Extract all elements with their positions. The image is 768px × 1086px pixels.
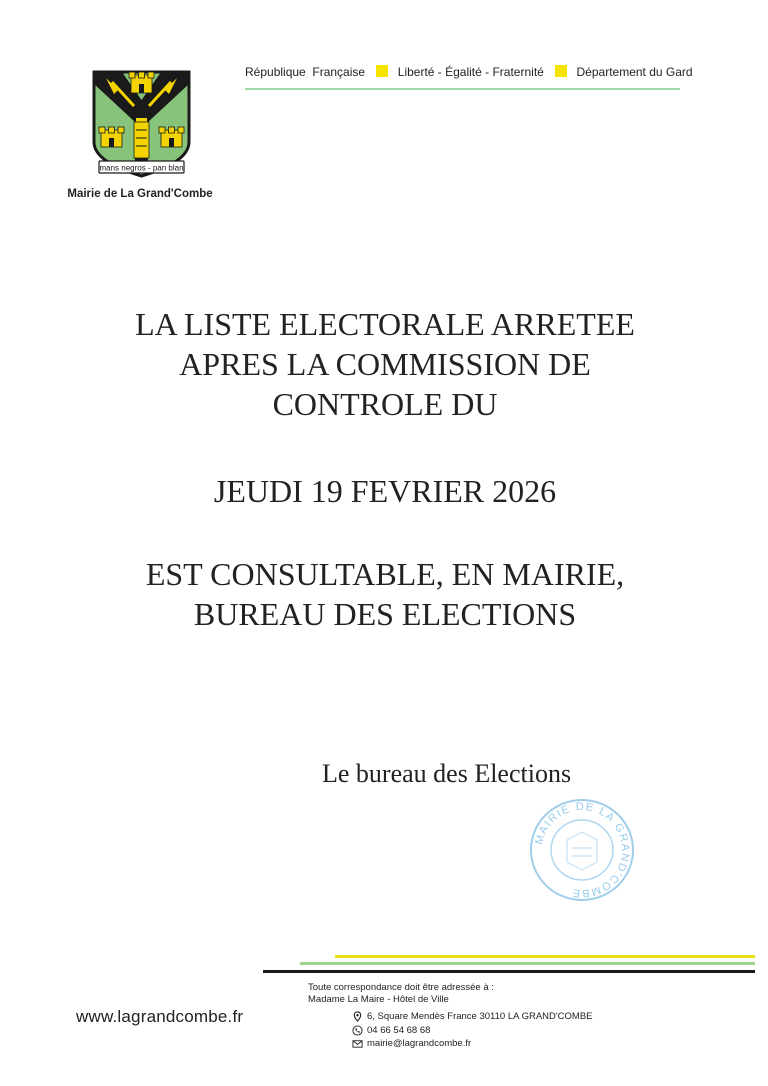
footer-rule-black bbox=[263, 970, 755, 973]
notice-consult-line: BUREAU DES ELECTIONS bbox=[193, 596, 577, 632]
address-row bbox=[352, 1010, 593, 1024]
envelope-icon bbox=[352, 1038, 363, 1049]
mairie-label: Mairie de La Grand'Combe bbox=[67, 188, 213, 200]
phone-icon bbox=[352, 1025, 363, 1036]
contact-block bbox=[352, 1010, 593, 1051]
svg-text:MAIRIE DE LA GRAND'COMBE bbox=[533, 801, 631, 899]
notice-consult bbox=[60, 554, 710, 634]
notice-title-line: APRES LA COMMISSION DE bbox=[179, 346, 591, 382]
notice-title-line: LA LISTE ELECTORALE ARRETEE bbox=[135, 306, 635, 342]
stamp-text: MAIRIE DE LA GRAND'COMBE bbox=[533, 800, 632, 900]
department-item: Département du Gard bbox=[576, 64, 693, 79]
footer-rule-green bbox=[300, 962, 755, 965]
yellow-square-icon bbox=[376, 65, 388, 77]
footer-rule-yellow bbox=[335, 955, 755, 958]
phone-text[interactable]: 04 66 54 68 68 bbox=[367, 1024, 431, 1036]
logo-motto: mans negros - pan blan bbox=[99, 163, 184, 173]
official-stamp bbox=[527, 796, 637, 904]
address-text: 6, Square Mendès France 30110 LA GRAND'COMBE bbox=[367, 1011, 593, 1022]
notice-date: JEUDI 19 FEVRIER 2026 bbox=[213, 473, 557, 509]
yellow-square-icon bbox=[555, 65, 567, 77]
city-crest-logo bbox=[92, 70, 191, 180]
notice-consult-line: EST CONSULTABLE, EN MAIRIE, bbox=[145, 556, 625, 592]
email-row bbox=[352, 1037, 593, 1051]
notice-title bbox=[60, 304, 710, 424]
republic-banner bbox=[245, 64, 693, 79]
republic-item: République Française bbox=[245, 64, 366, 79]
phone-row bbox=[352, 1024, 593, 1038]
email-text[interactable]: mairie@lagrandcombe.fr bbox=[367, 1038, 472, 1049]
correspondence-line: Toute correspondance doit être adressée à : bbox=[308, 982, 494, 993]
notice-title-line: CONTROLE DU bbox=[272, 386, 498, 422]
website-link[interactable]: www.lagrandcombe.fr bbox=[76, 1007, 244, 1026]
location-pin-icon bbox=[352, 1011, 363, 1022]
header-divider bbox=[245, 88, 680, 90]
signature-line: Le bureau des Elections bbox=[322, 759, 572, 788]
correspondence-note bbox=[308, 982, 494, 1006]
correspondence-line: Madame La Maire - Hôtel de Ville bbox=[308, 994, 449, 1005]
motto-item: Liberté - Égalité - Fraternité bbox=[397, 64, 544, 79]
